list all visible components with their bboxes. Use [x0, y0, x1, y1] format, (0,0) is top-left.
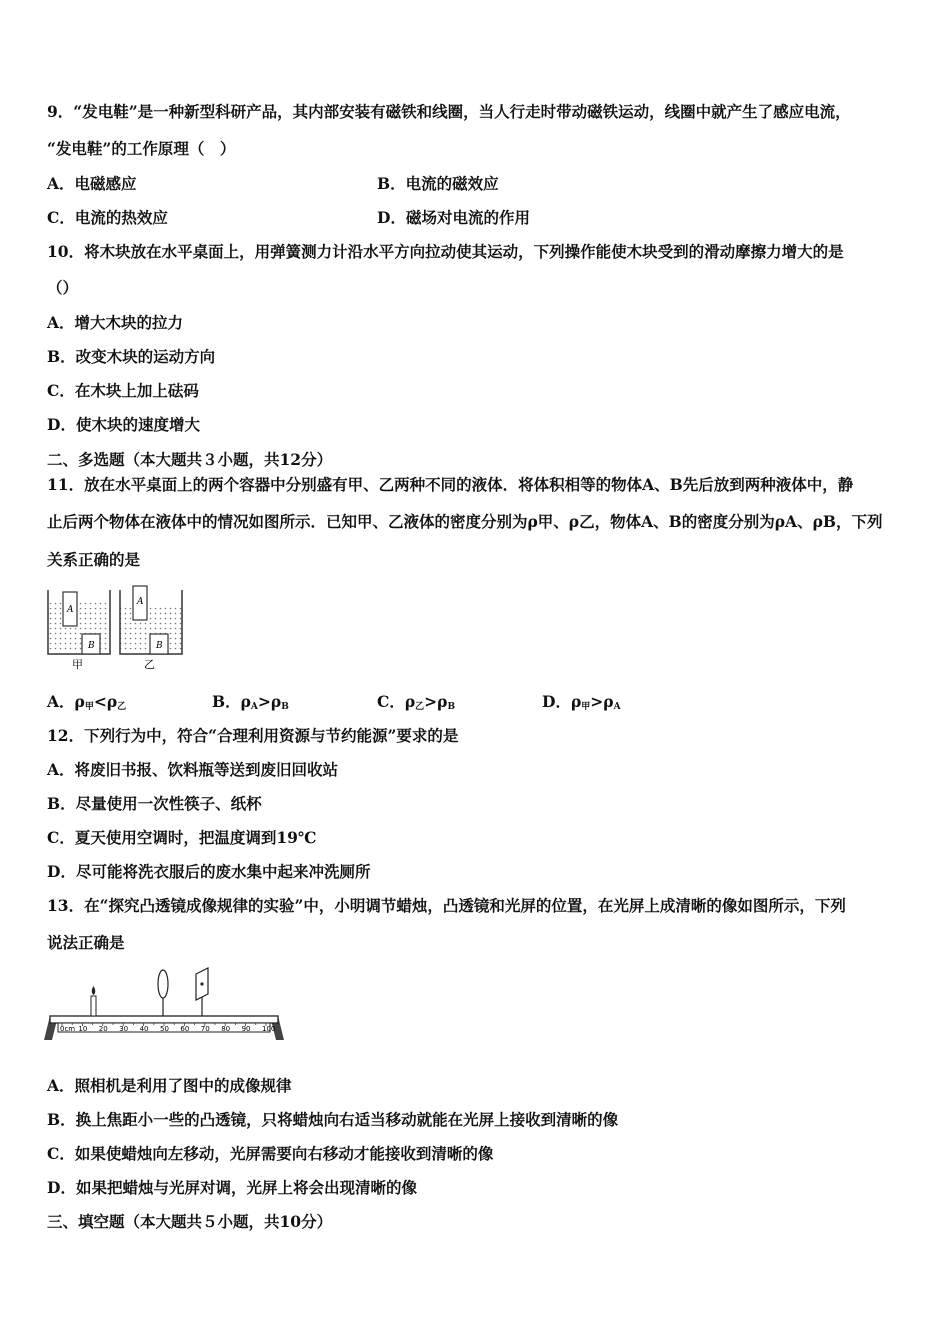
q13-option-b: B．换上焦距小一些的凸透镜，只将蜡烛向右适当移动就能在光屏上接收到清晰的像 — [47, 1110, 619, 1129]
q11-option-a: A．$\rho_甲<\rho_乙$ — [47, 692, 127, 712]
q11-option-c: C．$\rho_乙>\rho_B$ — [377, 692, 456, 712]
scale-label: 90 — [241, 1025, 251, 1033]
scale-label: 100 — [262, 1025, 276, 1033]
scale-label: 60 — [180, 1025, 190, 1033]
q11-option-d: D．$\rho_甲>\rho_A$ — [542, 692, 621, 712]
container-yi-label: 乙 — [144, 658, 155, 671]
q9-option-c: C．电流的热效应 — [47, 208, 168, 227]
candle-flame — [92, 986, 96, 995]
block-a-left-label: A — [67, 605, 74, 615]
block-b-left-label: B — [88, 641, 95, 651]
q9-option-a: A．电磁感应 — [47, 174, 137, 193]
scale-label: 70 — [200, 1025, 210, 1033]
q11-option-b: B．$\rho_A>\rho_B$ — [212, 692, 289, 712]
section-2-heading: 二、多选题（本大题共３小题，共12分） — [47, 450, 333, 469]
q10-stem-line2: （） — [47, 278, 79, 297]
q13-option-d: D．如果把蜡烛与光屏对调，光屏上将会出现清晰的像 — [47, 1178, 417, 1197]
q12-stem: 12．下列行为中，符合“合理利用资源与节约能源”要求的是 — [47, 726, 459, 745]
q10-stem-line1: 10．将木块放在水平桌面上，用弹簧测力计沿水平方向拉动使其运动，下列操作能使木块受到的滑动摩擦力增大的是 — [47, 242, 844, 261]
q11-stem-line3: 关系正确的是 — [47, 550, 141, 569]
bench-rail — [50, 1016, 278, 1023]
q12-option-c: C．夏天使用空调时，把温度调到19℃ — [47, 828, 317, 847]
block-a-right-label: A — [137, 597, 144, 607]
q11-stem-line1: 11．放在水平桌面上的两个容器中分别盛有甲、乙两种不同的液体．将体积相等的物体A、B先后放到两种液体中，静 — [47, 475, 854, 494]
convex-lens — [158, 970, 168, 998]
scale-label: 20 — [98, 1025, 108, 1033]
scale-label: 80 — [221, 1025, 231, 1033]
q12-option-b: B．尽量使用一次性筷子、纸杯 — [47, 794, 262, 813]
liquid-jia — [48, 602, 110, 652]
container-jia-label: 甲 — [72, 658, 83, 671]
q12-option-a: A．将废旧书报、饮料瓶等送到废旧回收站 — [47, 760, 339, 779]
scale-label: 40 — [139, 1025, 149, 1033]
section-3-heading: 三、填空题（本大题共５小题，共10分） — [47, 1212, 333, 1231]
q9-stem-line1: 9．“发电鞋”是一种新型科研产品，其内部安装有磁铁和线圈，当人行走时带动磁铁运动，线圈中就产生了感应电流， — [47, 102, 851, 121]
q10-option-c: C．在木块上加上砝码 — [47, 381, 199, 400]
scale-label: 10 — [78, 1025, 88, 1033]
q10-option-b: B．改变木块的运动方向 — [47, 347, 216, 366]
q10-option-a: A．增大木块的拉力 — [47, 313, 184, 332]
q12-option-d: D．尽可能将洗衣服后的废水集中起来冲洗厕所 — [47, 862, 371, 881]
q11-stem-line2: 止后两个物体在液体中的情况如图所示．已知甲、乙液体的密度分别为ρ甲、ρ乙，物体A、B的密度分别为ρA、ρB，下列 — [47, 512, 883, 531]
q13-stem-line1: 13．在“探究凸透镜成像规律的实验”中，小明调节蜡烛，凸透镜和光屏的位置，在光屏上成清晰的像如图所示，下列 — [47, 896, 846, 915]
scale-label: 50 — [160, 1025, 169, 1033]
q11-containers-figure — [44, 582, 186, 672]
q9-option-d: D．磁场对电流的作用 — [377, 208, 530, 227]
scale-label: 0cm — [60, 1025, 76, 1033]
q9-option-b: B．电流的磁效应 — [377, 174, 499, 193]
q13-stem-line2: 说法正确是 — [47, 933, 125, 952]
block-b-right-label: B — [156, 641, 163, 651]
q9-stem-line2: “发电鞋”的工作原理（ ） — [47, 139, 236, 158]
screen-image-dot — [200, 982, 203, 985]
q13-optical-bench-figure — [44, 964, 292, 1044]
q13-option-a: A．照相机是利用了图中的成像规律 — [47, 1076, 292, 1095]
scale-label: 30 — [119, 1025, 129, 1033]
candle — [91, 996, 96, 1016]
q10-option-d: D．使木块的速度增大 — [47, 415, 200, 434]
q13-option-c: C．如果使蜡烛向左移动，光屏需要向右移动才能接收到清晰的像 — [47, 1144, 494, 1163]
